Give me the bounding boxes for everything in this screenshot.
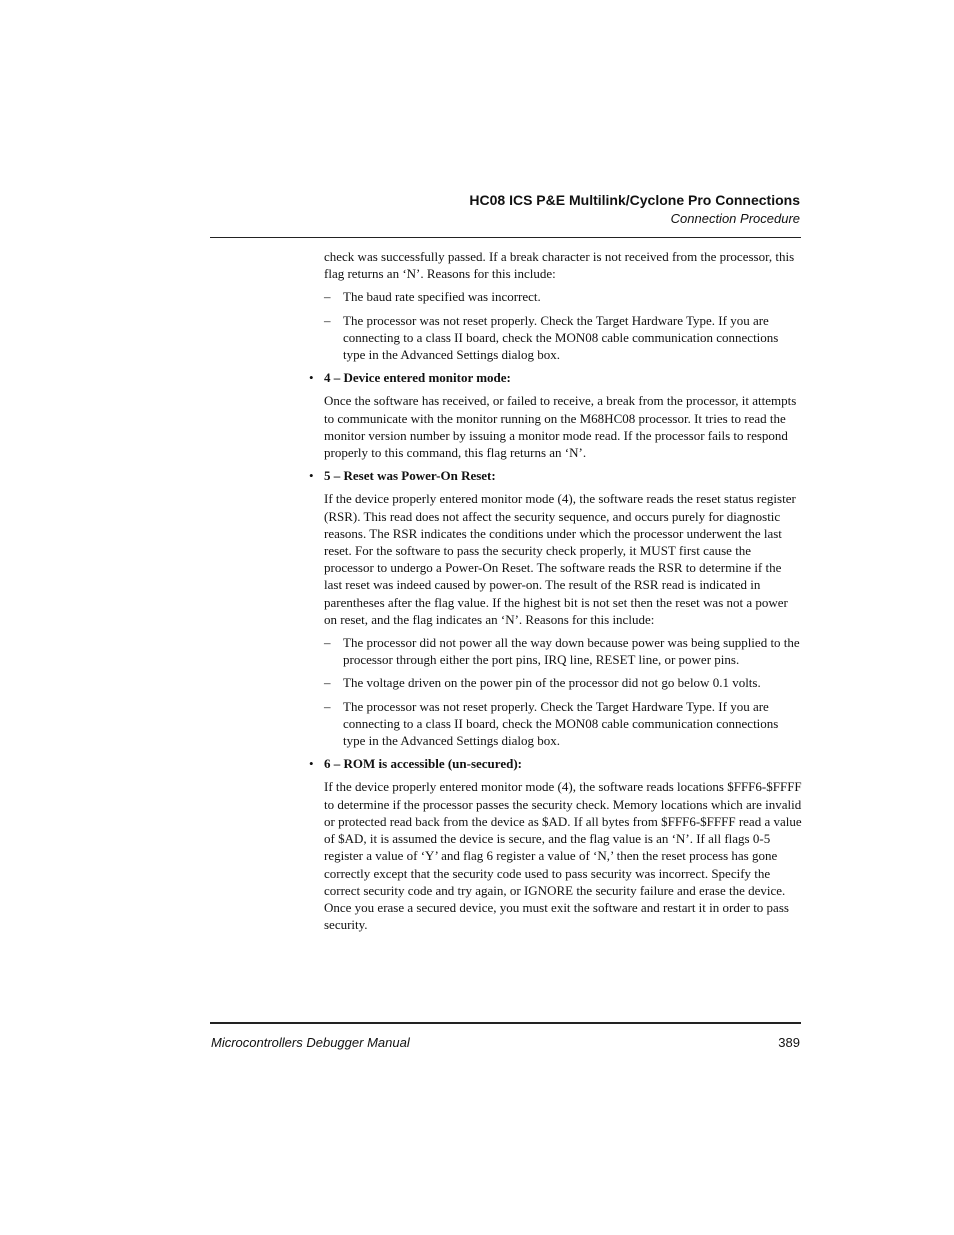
- bullet-marker: •: [309, 756, 314, 772]
- list-item: [324, 312, 802, 364]
- list-item: [324, 288, 802, 305]
- dash-marker: –: [324, 289, 331, 305]
- list-item-text: The processor was not reset properly. Check the Target Hardware Type. If you are connecting to a class II board, check the MON08 cable communication connections type in the Advanced Settings dialog box.: [343, 312, 779, 363]
- list-item-text: The voltage driven on the power pin of the processor did not go below 0.1 volts.: [343, 675, 761, 691]
- bullet-heading-text: 4 – Device entered monitor mode:: [324, 370, 511, 386]
- main-content: [309, 248, 802, 939]
- header-divider: [210, 237, 801, 238]
- item6-paragraph: If the device properly entered monitor mode (4), the software reads locations $FFF6-$FFFF to determine if the processor passes the security check. Memory locations which are invalid or protected read back from the device as $AD. If all bytes from $FFF6-$FFFF read a value of $AD, it is assumed the device is secure, and the flag value is an ‘N’. If all flags 0-5 register a value of ‘Y’ and flag 6 register a value of ‘N,’ then the reset process has gone correctly except that the security code used to pass security was incorrect. Specify the correct security code and try again, or IGNORE the security failure and erase the device. Once you erase a secured device, you must exit the software and restart it in order to pass security.: [324, 779, 802, 933]
- footer-divider: [210, 1022, 801, 1024]
- running-header-title: HC08 ICS P&E Multilink/Cyclone Pro Connections: [469, 192, 800, 208]
- list-item-text: The processor did not power all the way down because power was being supplied to the processor through either the port pins, IRQ line, RESET line, or power pins.: [343, 635, 800, 668]
- running-header-subtitle: Connection Procedure: [670, 211, 800, 226]
- item5-paragraph: If the device properly entered monitor mode (4), the software reads the reset status register (RSR). This read does not affect the security sequence, and occurs purely for diagnostic reasons. The RSR indicates the conditions under which the processor underwent the last reset. For the software to pass the security check properly, it MUST first cause the processor to undergo a Power-On Reset. The software reads the RSR to determine if the last reset was indeed caused by power-on. The result of the RSR read is indicated in parentheses after the flag value. If the highest bit is not set then the reset was not a power on reset, and the flag indicates an ‘N’. Reasons for this include:: [324, 491, 796, 627]
- intro-paragraph: check was successfully passed. If a break character is not received from the processor, this flag returns an ‘N’. Reasons for this include:: [324, 249, 795, 282]
- bullet-heading-6: [309, 755, 802, 772]
- list-item-text: The baud rate specified was incorrect.: [343, 289, 541, 305]
- bullet-marker: •: [309, 468, 314, 484]
- bullet-heading-5: [309, 467, 802, 484]
- list-item: [324, 634, 802, 668]
- bullet-heading-text: 5 – Reset was Power-On Reset:: [324, 468, 496, 484]
- bullet-heading-4: [309, 369, 802, 386]
- list-item: [324, 674, 802, 691]
- dash-marker: –: [324, 698, 331, 714]
- dash-marker: –: [324, 675, 331, 691]
- dash-marker: –: [324, 312, 331, 328]
- item4-paragraph: Once the software has received, or failed to receive, a break from the processor, it attempts to communicate with the monitor running on the M68HC08 processor. It tries to read the monitor version number by issuing a monitor mode read. If the processor fails to respond properly to this command, this flag returns an ‘N’.: [324, 393, 797, 461]
- dash-marker: –: [324, 635, 331, 651]
- bullet-marker: •: [309, 370, 314, 386]
- bullet-heading-text: 6 – ROM is accessible (un-secured):: [324, 756, 522, 772]
- list-item-text: The processor was not reset properly. Check the Target Hardware Type. If you are connecting to a class II board, check the MON08 cable communication connections type in the Advanced Settings dialog box.: [343, 698, 779, 749]
- page-number: 389: [778, 1035, 800, 1050]
- footer-manual-title: Microcontrollers Debugger Manual: [211, 1035, 410, 1050]
- list-item: [324, 698, 802, 750]
